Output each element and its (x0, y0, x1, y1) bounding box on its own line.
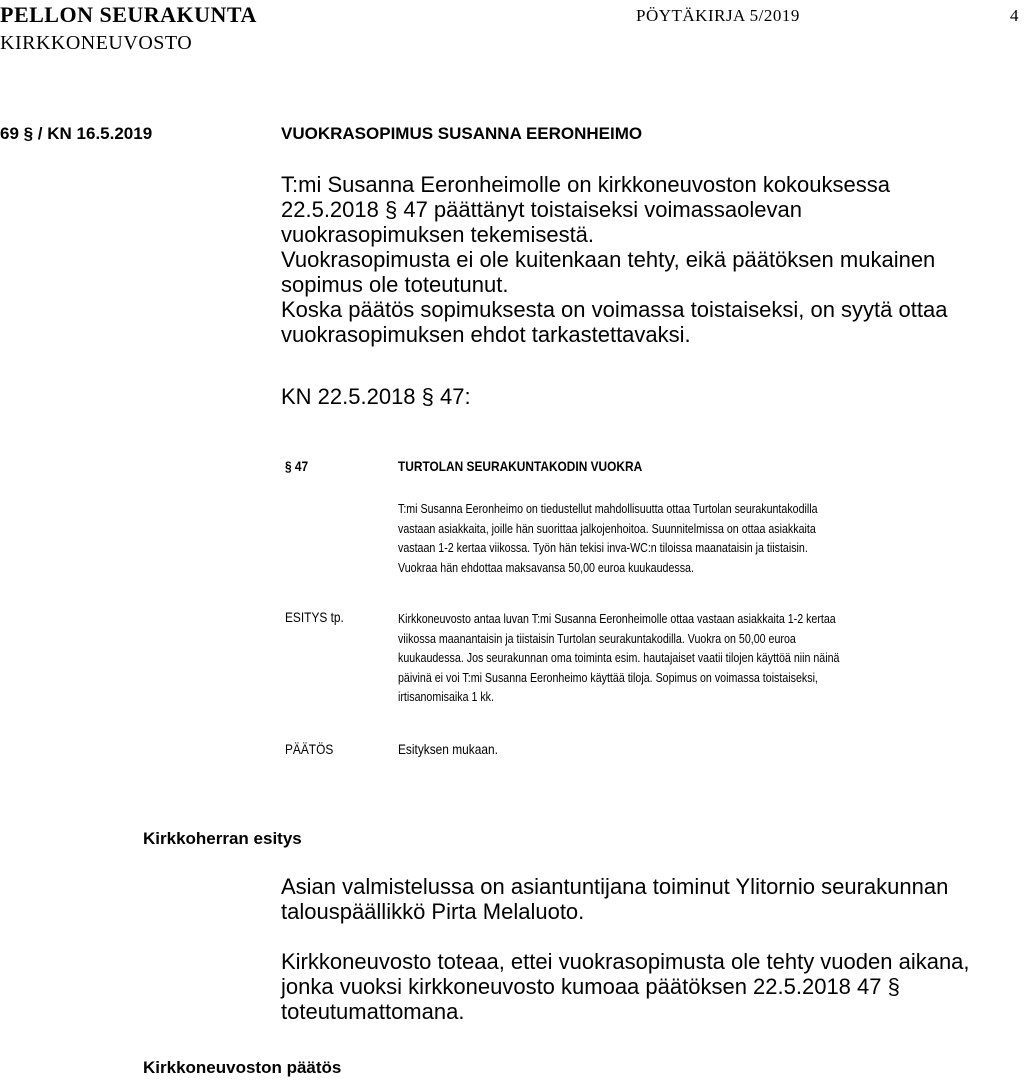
proposal-line: irtisanomisaika 1 kk. (398, 689, 494, 704)
intro-line: Koska päätös sopimuksesta on voimassa toistaiseksi, on syytä ottaa (281, 297, 948, 322)
vicar-proposal-line: toteutumattomana. (281, 999, 465, 1024)
proposal-line: viikossa maanantaisin ja tiistaisin Turtolan seurakuntakodilla. Vuokra on 50,00 euroa (398, 630, 796, 646)
previous-decision-reference: KN 22.5.2018 § 47: (281, 384, 471, 409)
intro-line: T:mi Susanna Eeronheimolle on kirkkoneuvoston kokouksessa (281, 172, 890, 197)
page-number: 4 (1010, 6, 1019, 25)
vicar-proposal-line: Kirkkoneuvosto toteaa, ettei vuokrasopimusta ole tehty vuoden aikana, (281, 949, 970, 974)
quoted-section-title: TURTOLAN SEURAKUNTAKODIN VUOKRA (398, 458, 643, 474)
section-reference: 69 § / KN 16.5.2019 (0, 124, 153, 143)
intro-line: Vuokrasopimusta ei ole kuitenkaan tehty, eikä päätöksen mukainen (281, 247, 936, 272)
proposal-line: päivinä ei voi T:mi Susanna Eeronheimo käyttää tiloja. Sopimus on voimassa toistaiseksi, (398, 669, 818, 685)
org-unit: KIRKKONEUVOSTO (0, 32, 193, 54)
quoted-body-line: T:mi Susanna Eeronheimo on tiedustellut mahdollisuutta ottaa Turtolan seurakuntakodilla (398, 501, 818, 516)
intro-line: 22.5.2018 § 47 päättänyt toistaiseksi voimassaolevan (281, 197, 802, 222)
vicar-proposal-heading: Kirkkoherran esitys (143, 829, 302, 848)
decision-text: Esityksen mukaan. (398, 741, 498, 757)
proposal-body (398, 609, 839, 707)
quoted-body (398, 499, 818, 577)
quoted-body-line: vastaan 1-2 kertaa viikossa. Työn hän tekisi inva-WC:n tiloissa maanataisin ja tiistaisin. (398, 540, 808, 555)
intro-line: vuokrasopimuksen ehdot tarkastettavaksi. (281, 322, 691, 347)
section-title: VUOKRASOPIMUS SUSANNA EERONHEIMO (281, 124, 643, 143)
vicar-proposal-paragraph-2 (281, 949, 1011, 1024)
org-name: PELLON SEURAKUNTA (0, 2, 257, 27)
quoted-body-line: Vuokraa hän ehdottaa maksavansa 50,00 euroa kuukaudessa. (398, 559, 694, 575)
vicar-proposal-line: talouspäällikkö Pirta Melaluoto. (281, 899, 585, 924)
decision-label: PÄÄTÖS (285, 741, 334, 757)
proposal-line: Kirkkoneuvosto antaa luvan T:mi Susanna Eeronheimolle ottaa vastaan asiakkaita 1-2 kertaa (398, 611, 836, 626)
quoted-body-line: vastaan asiakkaita, joille hän suorittaa jalkojenhoitoa. Suunnitelmissa on ottaa asiakkaita (398, 520, 816, 536)
intro-line: vuokrasopimuksen tekemisestä. (281, 222, 595, 247)
proposal-label: ESITYS tp. (285, 609, 344, 625)
vicar-proposal-line: jonka vuoksi kirkkoneuvosto kumoaa päätöksen 22.5.2018 47 § (281, 974, 900, 999)
intro-paragraph (281, 172, 1001, 347)
intro-line: sopimus ole toteutunut. (281, 272, 509, 297)
proposal-line: kuukaudessa. Jos seurakunnan oma toiminta esim. hautajaiset vaatii tilojen käyttöä niin näinä (398, 650, 840, 665)
quoted-section-number: § 47 (285, 458, 309, 474)
vicar-proposal-line: Asian valmistelussa on asiantuntijana toiminut Ylitornio seurakunnan (281, 874, 949, 899)
document-type: PÖYTÄKIRJA 5/2019 (636, 6, 800, 25)
council-decision-heading: Kirkkoneuvoston päätös (143, 1058, 342, 1077)
vicar-proposal-paragraph-1 (281, 874, 1011, 924)
